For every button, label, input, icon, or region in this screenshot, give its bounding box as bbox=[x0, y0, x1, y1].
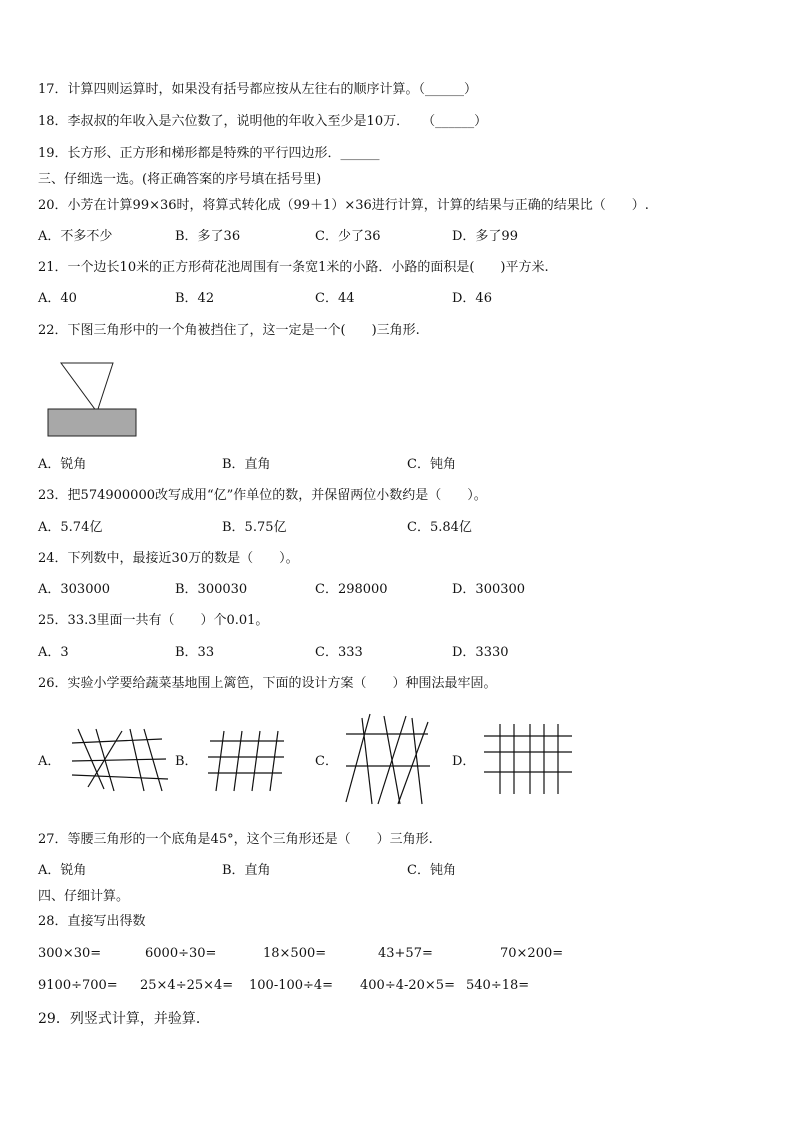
fence-design-c bbox=[342, 712, 434, 808]
calc-item: 100-100÷4= bbox=[249, 978, 334, 993]
question-25: 25．33.3里面一共有（ ）个0.01。 bbox=[38, 613, 269, 628]
q22-option-a: A．锐角 bbox=[38, 457, 87, 472]
q25-option-d: D．3330 bbox=[452, 645, 509, 660]
question-20: 20．小芳在计算99×36时，将算式转化成（99＋1）×36进行计算，计算的结果与正确的结果比（ ）. bbox=[38, 198, 649, 213]
question-27: 27．等腰三角形的一个底角是45°，这个三角形还是（ ）三角形. bbox=[38, 832, 433, 847]
fence-design-b bbox=[206, 727, 290, 797]
q23-option-b: B．5.75亿 bbox=[222, 520, 287, 535]
q24-option-a: A．303000 bbox=[38, 582, 111, 597]
calc-item: 9100÷700= bbox=[38, 978, 118, 993]
section-4-heading: 四、仔细计算。 bbox=[38, 889, 130, 904]
q21-option-b: B．42 bbox=[175, 291, 215, 306]
q27-option-c: C．钝角 bbox=[407, 863, 456, 878]
q25-option-c: C．333 bbox=[315, 645, 363, 660]
calc-item: 300×30= bbox=[38, 946, 102, 961]
question-26: 26．实验小学要给蔬菜基地围上篱笆，下面的设计方案（ ）种围法最牢固。 bbox=[38, 676, 497, 691]
calc-item: 25×4÷25×4= bbox=[140, 978, 234, 993]
question-22: 22．下图三角形中的一个角被挡住了，这一定是一个( )三角形. bbox=[38, 323, 420, 338]
question-24: 24．下列数中，最接近30万的数是（ ）。 bbox=[38, 551, 299, 566]
q24-option-c: C．298000 bbox=[315, 582, 388, 597]
q20-option-a: A．不多不少 bbox=[38, 229, 113, 244]
fence-design-a bbox=[66, 725, 172, 797]
q26-label-b: B． bbox=[175, 754, 198, 769]
q27-option-b: B．直角 bbox=[222, 863, 271, 878]
question-17: 17．计算四则运算时，如果没有括号都应按从左往右的顺序计算。（______） bbox=[38, 82, 478, 97]
q20-option-b: B．多了36 bbox=[175, 229, 241, 244]
q25-option-b: B．33 bbox=[175, 645, 215, 660]
q22-option-c: C．钝角 bbox=[407, 457, 456, 472]
calc-item: 6000÷30= bbox=[145, 946, 217, 961]
q24-option-b: B．300030 bbox=[175, 582, 248, 597]
q21-option-c: C．44 bbox=[315, 291, 355, 306]
q23-option-c: C．5.84亿 bbox=[407, 520, 472, 535]
q23-option-a: A．5.74亿 bbox=[38, 520, 103, 535]
calc-item: 400÷4-20×5= bbox=[360, 978, 455, 993]
q20-option-c: C．少了36 bbox=[315, 229, 381, 244]
q21-option-a: A．40 bbox=[38, 291, 77, 306]
q26-label-d: D． bbox=[452, 754, 476, 769]
q26-label-c: C． bbox=[315, 754, 338, 769]
question-28: 28．直接写出得数 bbox=[38, 914, 146, 929]
calc-item: 70×200= bbox=[500, 946, 564, 961]
question-19: 19．长方形、正方形和梯形都是特殊的平行四边形．______ bbox=[38, 146, 380, 161]
question-29: 29．列竖式计算，并验算． bbox=[38, 1011, 210, 1027]
q24-option-d: D．300300 bbox=[452, 582, 526, 597]
calc-item: 540÷18= bbox=[466, 978, 530, 993]
fence-design-d bbox=[480, 720, 576, 798]
blocking-rectangle bbox=[48, 409, 136, 436]
triangle-figure bbox=[44, 362, 140, 440]
question-23: 23．把574900000改写成用“亿”作单位的数，并保留两位小数约是（ ）。 bbox=[38, 488, 487, 503]
question-18: 18．李叔叔的年收入是六位数了，说明他的年收入至少是10万． （______） bbox=[38, 114, 488, 129]
q21-option-d: D．46 bbox=[452, 291, 492, 306]
q20-option-d: D．多了99 bbox=[452, 229, 518, 244]
calc-item: 43+57= bbox=[378, 946, 433, 961]
q22-option-b: B．直角 bbox=[222, 457, 271, 472]
question-21: 21．一个边长10米的正方形荷花池周围有一条宽1米的小路．小路的面积是( )平方米. bbox=[38, 260, 549, 275]
calc-item: 18×500= bbox=[263, 946, 327, 961]
q26-label-a: A． bbox=[38, 754, 61, 769]
q25-option-a: A．3 bbox=[38, 645, 69, 660]
section-3-heading: 三、仔细选一选。(将正确答案的序号填在括号里) bbox=[38, 172, 322, 187]
q27-option-a: A．锐角 bbox=[38, 863, 87, 878]
